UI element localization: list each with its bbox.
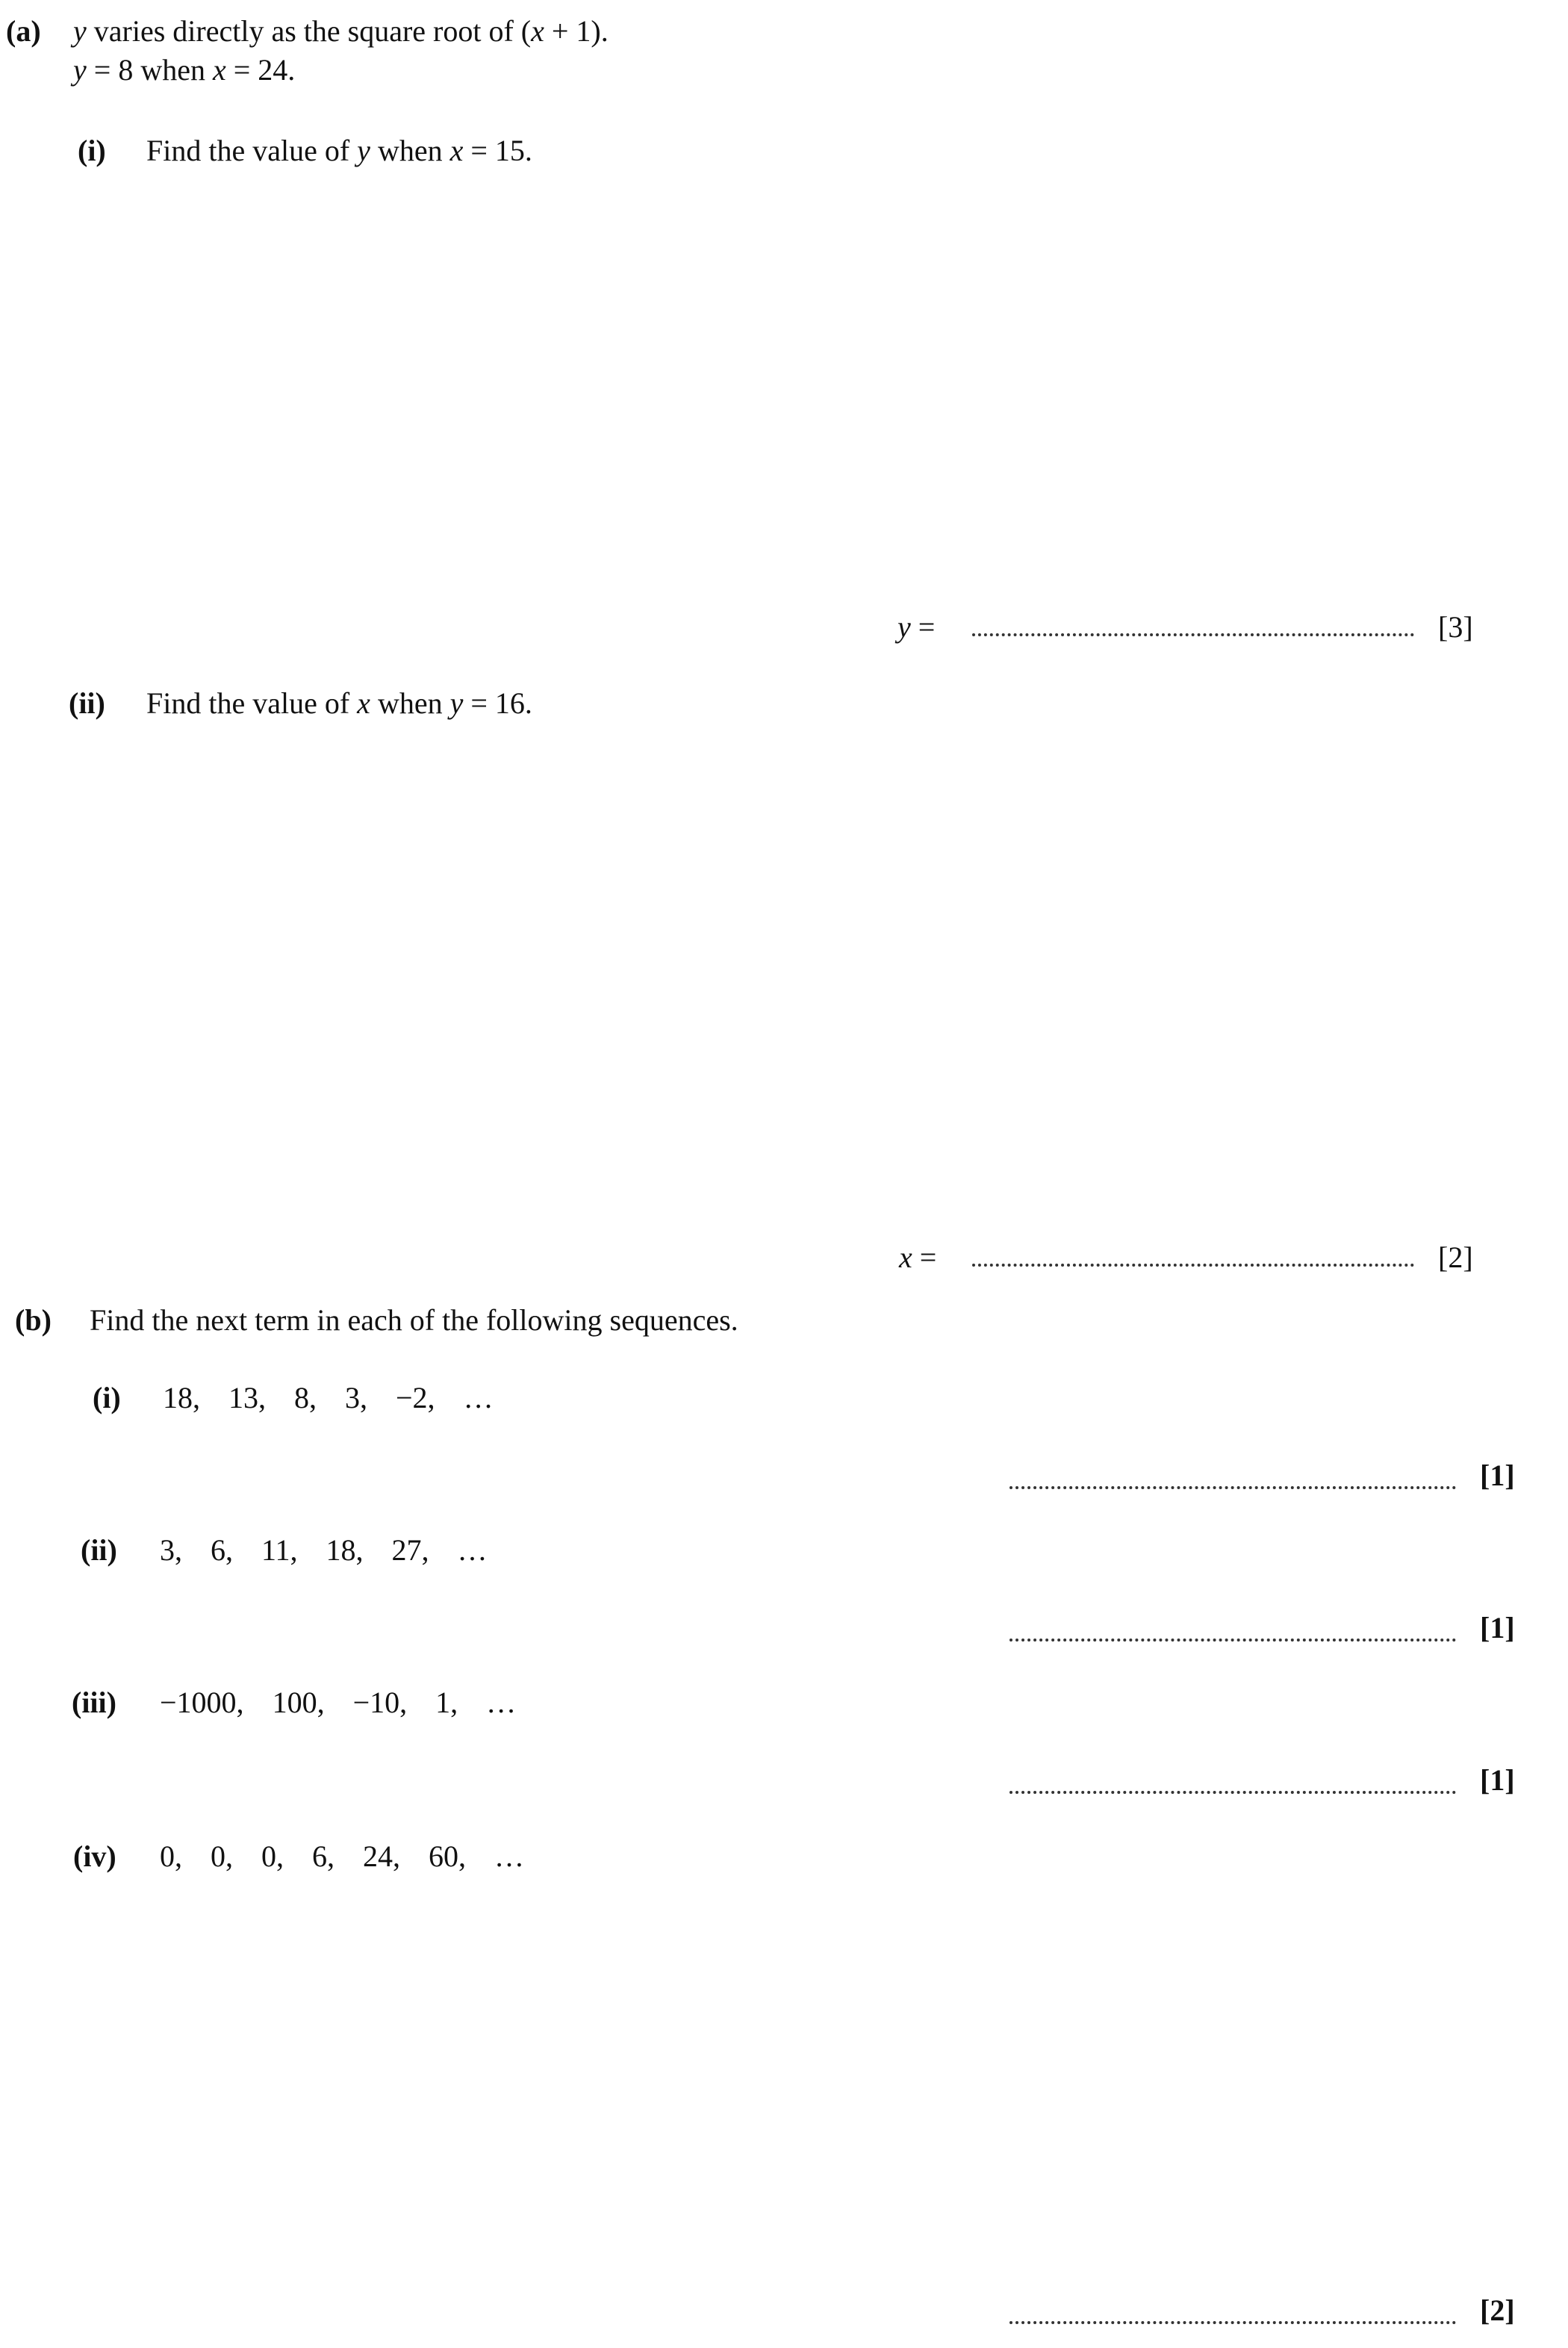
- question-text: when: [370, 134, 450, 167]
- seq-ii-terms: [160, 1532, 488, 1568]
- part-a-statement-line2: [73, 52, 295, 88]
- question-text: Find the value of: [146, 134, 358, 167]
- seq-term: 0,: [160, 1839, 182, 1873]
- seq-i-label: (i): [93, 1381, 121, 1414]
- var-x: x: [449, 134, 464, 167]
- seq-term: …: [457, 1533, 488, 1567]
- seq-term: −2,: [396, 1381, 435, 1414]
- seq-term: 13,: [228, 1381, 266, 1414]
- sub-i-label: (i): [78, 134, 106, 167]
- var-y: y: [73, 53, 87, 87]
- var-x: x: [531, 14, 544, 48]
- statement-text: varies directly as the square root of (: [93, 14, 532, 48]
- statement-text: = 8 when: [86, 53, 213, 87]
- seq-term: …: [486, 1686, 517, 1719]
- seq-ii-marks: [1]: [1480, 1611, 1515, 1644]
- seq-ii-label: (ii): [81, 1533, 117, 1567]
- seq-term: 18,: [326, 1533, 364, 1567]
- var-y: y: [73, 14, 87, 48]
- seq-term: −1000,: [160, 1686, 244, 1719]
- statement-text-end: = 24.: [225, 53, 296, 87]
- question-text: Find the value of: [146, 686, 358, 720]
- statement-text-end: + 1).: [544, 14, 609, 48]
- seq-iv-answer-line[interactable]: [1009, 2321, 1456, 2324]
- seq-iv-label: (iv): [73, 1839, 116, 1873]
- var-x: x: [212, 53, 226, 87]
- seq-iii-terms: [160, 1685, 516, 1721]
- seq-term: 3,: [160, 1533, 182, 1567]
- sub-ii-label: (ii): [69, 686, 105, 720]
- sub-i-answer-label: [897, 609, 935, 645]
- seq-iv-marks: [2]: [1480, 2293, 1515, 2327]
- equals-sign: =: [910, 610, 936, 644]
- var-x: x: [357, 686, 370, 720]
- part-a-statement-line1: [73, 13, 609, 49]
- seq-term: 11,: [261, 1533, 298, 1567]
- seq-term: −10,: [352, 1686, 408, 1719]
- seq-i-terms: [163, 1380, 494, 1416]
- question-text: = 16.: [463, 686, 532, 720]
- sub-ii-answer-label: [899, 1240, 936, 1276]
- seq-iv-terms: [160, 1839, 524, 1875]
- part-a-label: (a): [6, 14, 41, 48]
- seq-term: 18,: [163, 1381, 200, 1414]
- seq-iii-marks: [1]: [1480, 1763, 1515, 1797]
- seq-term: 3,: [345, 1381, 367, 1414]
- seq-i-marks: [1]: [1480, 1459, 1515, 1492]
- seq-term: 60,: [429, 1839, 466, 1873]
- seq-iii-answer-line[interactable]: [1009, 1791, 1456, 1794]
- seq-term: 8,: [294, 1381, 317, 1414]
- seq-term: 27,: [391, 1533, 429, 1567]
- sub-ii-answer-line[interactable]: [972, 1264, 1414, 1267]
- seq-ii-answer-line[interactable]: [1009, 1639, 1456, 1642]
- var-x: x: [899, 1240, 912, 1274]
- question-text: = 15.: [463, 134, 532, 167]
- seq-iii-label: (iii): [72, 1686, 116, 1719]
- seq-term: 6,: [211, 1533, 233, 1567]
- var-y: y: [357, 134, 370, 167]
- seq-term: …: [494, 1839, 524, 1873]
- var-y: y: [449, 686, 464, 720]
- sub-i-question: [146, 133, 532, 169]
- equals-sign: =: [912, 1240, 937, 1274]
- part-b-instruction: Find the next term in each of the following sequences.: [90, 1303, 738, 1337]
- seq-term: 6,: [312, 1839, 335, 1873]
- seq-term: …: [463, 1381, 494, 1414]
- part-b-label: (b): [15, 1303, 52, 1337]
- seq-i-answer-line[interactable]: [1009, 1486, 1456, 1489]
- seq-term: 1,: [435, 1686, 458, 1719]
- sub-ii-question: [146, 686, 532, 721]
- seq-term: 24,: [363, 1839, 400, 1873]
- seq-term: 100,: [272, 1686, 325, 1719]
- sub-i-marks: [3]: [1438, 610, 1473, 644]
- sub-i-answer-line[interactable]: [972, 633, 1414, 636]
- seq-term: 0,: [261, 1839, 284, 1873]
- var-y: y: [897, 610, 911, 644]
- sub-ii-marks: [2]: [1438, 1240, 1473, 1274]
- question-text: when: [370, 686, 450, 720]
- seq-term: 0,: [211, 1839, 233, 1873]
